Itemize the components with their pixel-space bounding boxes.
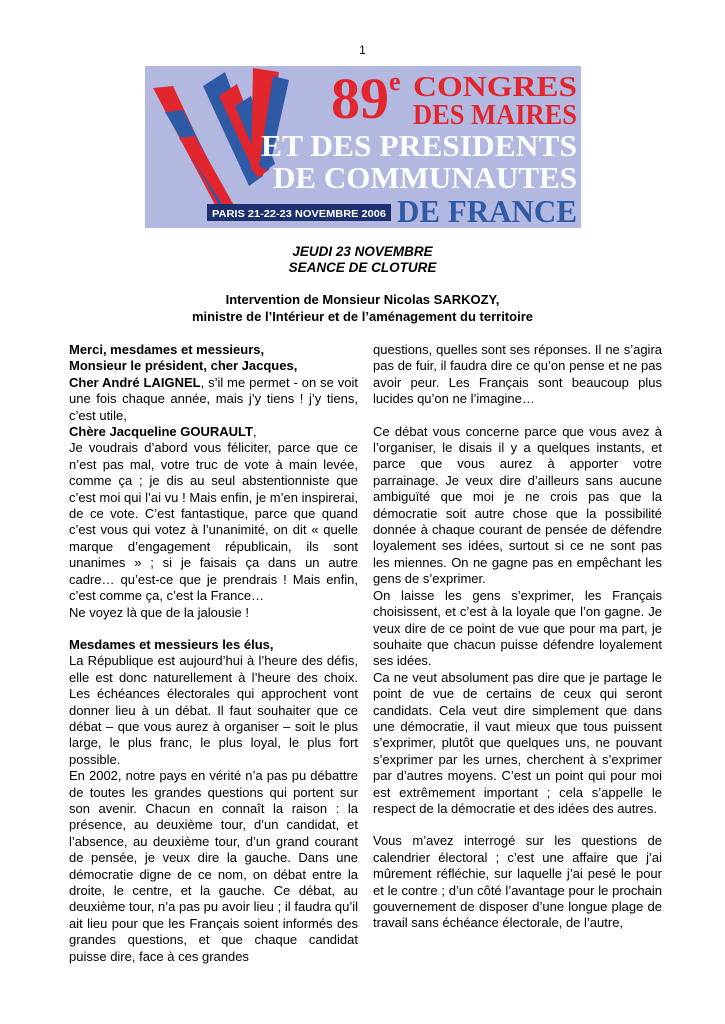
page-number: 1	[359, 43, 366, 57]
paragraph: On laisse les gens s’exprimer, les Français choisissent, et c’est à la loyale que l’on gagne. Je veux dire de ce point de vue que pour ma part, je souhaite que chacun puisse défendre loyalement ses idées.	[373, 587, 662, 669]
laignel-name: Cher André LAIGNEL	[69, 374, 201, 390]
paragraph: Ne voyez là que de la jalousie !	[69, 604, 249, 620]
greeting-elected: Mesdames et messieurs les élus,	[69, 636, 274, 652]
banner-line-presidents: ET DES PRESIDENTS	[261, 128, 577, 163]
right-column	[373, 342, 662, 932]
paragraph: questions, quelles sont ses réponses. Il ne s’agira pas de fuir, il faudra dire ce qu’on pense et ne pas avoir peur. Les Français sont beaucoup plus lucides qu’on ne l’imagine…	[373, 342, 662, 407]
greeting-president: Monsieur le président, cher Jacques,	[69, 358, 298, 374]
banner-line-de-france: DE FRANCE	[397, 193, 577, 228]
congress-banner	[145, 66, 581, 228]
banner-edition-suffix: e	[389, 67, 401, 96]
banner-line-des-maires: DES MAIRES	[413, 100, 577, 131]
banner-line-communautes: DE COMMUNAUTES	[273, 160, 577, 195]
paragraph: Ce débat vous concerne parce que vous avez à l’organiser, le disais il y a quelques instants, et parce que vous aurez à apporter votre parrainage. Je veux dire d’ailleurs sans aucune ambiguïté que moi je ne crois pas que la démocratie soit autre chose que la possibilité donnée à chaque courant de pensée de défendre loyalement ses idées, surtout si ce ne sont pas les miennes. On ne gagne pas en empêchant les gens de s’exprimer.	[373, 423, 662, 587]
greeting-gourault	[69, 424, 358, 440]
banner-edition-number: 89	[331, 66, 389, 131]
paragraph: Je voudrais d’abord vous féliciter, parce que ce n’est pas mal, votre truc de vote à main levée, comme ça ; je dis au seul abstentionniste que c’est moi qui l’ai vu ! Mais enfin, je m’en inspirerai, de ce vote. C’est fantastique, parce que quand c’est vous qui votez à l’unanimité, on dit « quelle marque d’engagement républicain, ils sont unanimes » ; si je faisais ça dans un autre cadre… qu’est-ce que je prendrais ! Mais enfin, c’est comme ça, c’est la France…	[69, 440, 358, 604]
banner-line-congres: CONGRES	[413, 71, 577, 103]
left-column	[69, 342, 358, 965]
gourault-comma: ,	[252, 424, 257, 440]
paragraph: Vous m’avez interrogé sur les questions de calendrier électoral ; c’est une affaire que j’ai mûrement réfléchie, sur laquelle j’ai pesé le pour et le contre ; d’un côté l’avantage pour le prochain gouvernement de disposer d’une longue plage de travail sans échéance électorale, de l’autre,	[373, 833, 662, 931]
speaker-line: Intervention de Monsieur Nicolas SARKOZY,	[225, 292, 500, 307]
greeting-audience: Merci, mesdames et messieurs,	[69, 342, 265, 357]
paragraph: En 2002, notre pays en vérité n’a pas pu débattre de toutes les grandes questions qui portent sur son avenir. Chacun en connaît la raison : la présence, au deuxième tour, d’un candidat, et l’absence, au deuxième tour, d’un grand courant de pensée, je veux dire la gauche. Dans une démocratie digne de ce nom, on débat entre la droite, le centre, et la gauche. Ce débat, au deuxième tour, n’a pas pu avoir lieu ; il faudra qu’il ait lieu pour que les Français soient informés des grandes questions, et que chaque candidat puisse dire, face à ces grandes	[69, 768, 358, 964]
gourault-name: Chère Jacqueline GOURAULT	[69, 424, 253, 440]
paragraph: La République est aujourd’hui à l’heure des défis, elle est donc naturellement à l’heure des choix. Les échéances électorales qui approchent vont donner lieu à un débat. Il faut souhaiter que ce débat – que vous aurez à organiser – soit le plus large, le plus franc, le plus loyal, le plus fort possible.	[69, 653, 358, 767]
session-day: JEUDI 23 NOVEMBRE	[292, 244, 433, 259]
paragraph: Ca ne veut absolument pas dire que je partage le point de vue de certains de ceux qui seront candidats. Cela veut dire simplement que dans une démocratie, il vaut mieux que tous puissent s’exprimer, plutôt que quelques uns, ne pouvant s’exprimer par les urnes, cherchent à s’exprimer par d’autres moyens. C’est un point qui pour moi est extrêmement important ; cela s’appelle le respect de la démocratie et des idées des autres.	[373, 669, 662, 816]
banner-dates: PARIS 21-22-23 NOVEMBRE 2006	[212, 209, 387, 220]
speaker-title: ministre de l’Intérieur et de l’aménagement du territoire	[192, 309, 533, 324]
greeting-laignel	[69, 375, 358, 424]
laignel-text: , s’il me permet - on se voit une fois chaque année, mais j’y tiens ! j’y tiens, c’est utile,	[69, 374, 358, 423]
session-title: SEANCE DE CLOTURE	[288, 260, 437, 275]
